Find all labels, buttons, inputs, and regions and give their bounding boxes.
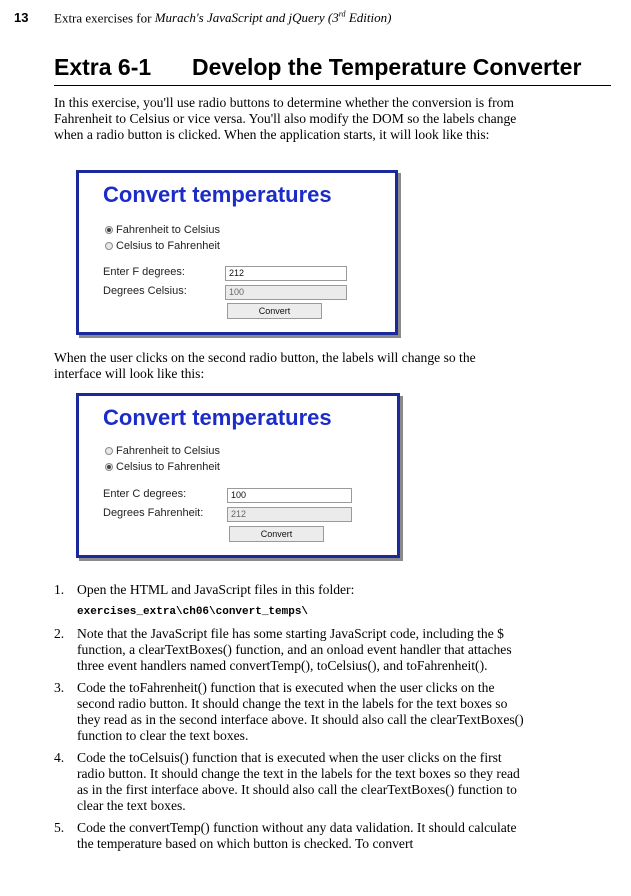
section-title bbox=[54, 54, 611, 81]
running-head-suffix: Edition) bbox=[345, 10, 392, 26]
step-number: 5. bbox=[54, 820, 65, 835]
field-2-label: Degrees Fahrenheit: bbox=[103, 507, 204, 519]
running-head-sup: rd bbox=[338, 10, 346, 19]
running-head bbox=[54, 10, 391, 26]
step-number: 4. bbox=[54, 750, 65, 765]
step-text: Note that the JavaScript file has some starting JavaScript code, including the $ function, a clearTextBoxes() function, and an onload event handler that attaches three event handlers named convertTemp(), toCelsius(), and toFahrenheit(). bbox=[77, 626, 512, 673]
radio-label: Celsius to Fahrenheit bbox=[116, 240, 220, 252]
step-1 bbox=[54, 582, 524, 620]
step-3 bbox=[54, 680, 524, 744]
step-text: Open the HTML and JavaScript files in this folder: bbox=[77, 582, 355, 597]
steps-list bbox=[54, 582, 524, 858]
radio-celsius-to-fahrenheit[interactable] bbox=[105, 240, 220, 252]
step-number: 3. bbox=[54, 680, 65, 695]
step-4 bbox=[54, 750, 524, 814]
intro-paragraph: In this exercise, you'll use radio buttons to determine whether the conversion is from Fahrenheit to Celsius or vice versa. You'll also modify the DOM so the labels change when a radio button is clicked. When the application starts, it will look like this: bbox=[54, 95, 517, 142]
step-text: Code the toCelsuis() function that is executed when the user clicks on the first radio button. It should change the text in the labels for the text boxes so they read as in the first interface above. It should also call the clearTextBoxes() function to clear the text boxes. bbox=[77, 750, 520, 813]
radio-unselected-icon[interactable] bbox=[105, 242, 113, 250]
section-heading: Develop the Temperature Converter bbox=[192, 54, 582, 80]
radio-fahrenheit-to-celsius[interactable] bbox=[105, 445, 220, 457]
radio-unselected-icon[interactable] bbox=[105, 447, 113, 455]
step-number: 1. bbox=[54, 582, 65, 597]
convert-button[interactable]: Convert bbox=[229, 526, 324, 542]
radio-label: Fahrenheit to Celsius bbox=[116, 445, 220, 457]
title-rule bbox=[54, 85, 611, 86]
radio-label: Fahrenheit to Celsius bbox=[116, 224, 220, 236]
transition-paragraph: When the user clicks on the second radio button, the labels will change so the interface will look like this: bbox=[54, 350, 476, 381]
radio-label: Celsius to Fahrenheit bbox=[116, 461, 220, 473]
degrees-input[interactable]: 100 bbox=[227, 488, 352, 503]
step-5 bbox=[54, 820, 524, 852]
step-number: 2. bbox=[54, 626, 65, 641]
screenshot-1-heading: Convert temperatures bbox=[103, 182, 332, 207]
section-number: Extra 6-1 bbox=[54, 54, 152, 80]
field-1-label: Enter C degrees: bbox=[103, 488, 187, 500]
field-1-label: Enter F degrees: bbox=[103, 266, 185, 278]
step-2 bbox=[54, 626, 524, 674]
step-text: Code the convertTemp() function without any data validation. It should calculate the temperature based on which button is checked. To convert bbox=[77, 820, 517, 851]
degrees-input[interactable]: 212 bbox=[225, 266, 347, 281]
screenshot-2-heading: Convert temperatures bbox=[103, 405, 332, 430]
radio-fahrenheit-to-celsius[interactable] bbox=[105, 224, 220, 236]
field-2-label: Degrees Celsius: bbox=[103, 285, 187, 297]
result-output: 100 bbox=[225, 285, 347, 300]
radio-selected-icon[interactable] bbox=[105, 226, 113, 234]
step-text: Code the toFahrenheit() function that is executed when the user clicks on the second radio button. It should change the text in the labels for the text boxes so they read as in the second interface above. It should also call the clearTextBoxes() function to clear the text boxes. bbox=[77, 680, 524, 743]
screenshot-1 bbox=[76, 170, 398, 335]
running-head-prefix: Extra exercises for bbox=[54, 10, 155, 26]
convert-button[interactable]: Convert bbox=[227, 303, 322, 319]
folder-path: exercises_extra\ch06\convert_temps\ bbox=[77, 606, 309, 618]
page-number: 13 bbox=[14, 10, 29, 25]
radio-selected-icon[interactable] bbox=[105, 463, 113, 471]
result-output: 212 bbox=[227, 507, 352, 522]
radio-celsius-to-fahrenheit[interactable] bbox=[105, 461, 220, 473]
screenshot-2 bbox=[76, 393, 400, 558]
running-head-book: Murach's JavaScript and jQuery (3 bbox=[154, 10, 339, 26]
